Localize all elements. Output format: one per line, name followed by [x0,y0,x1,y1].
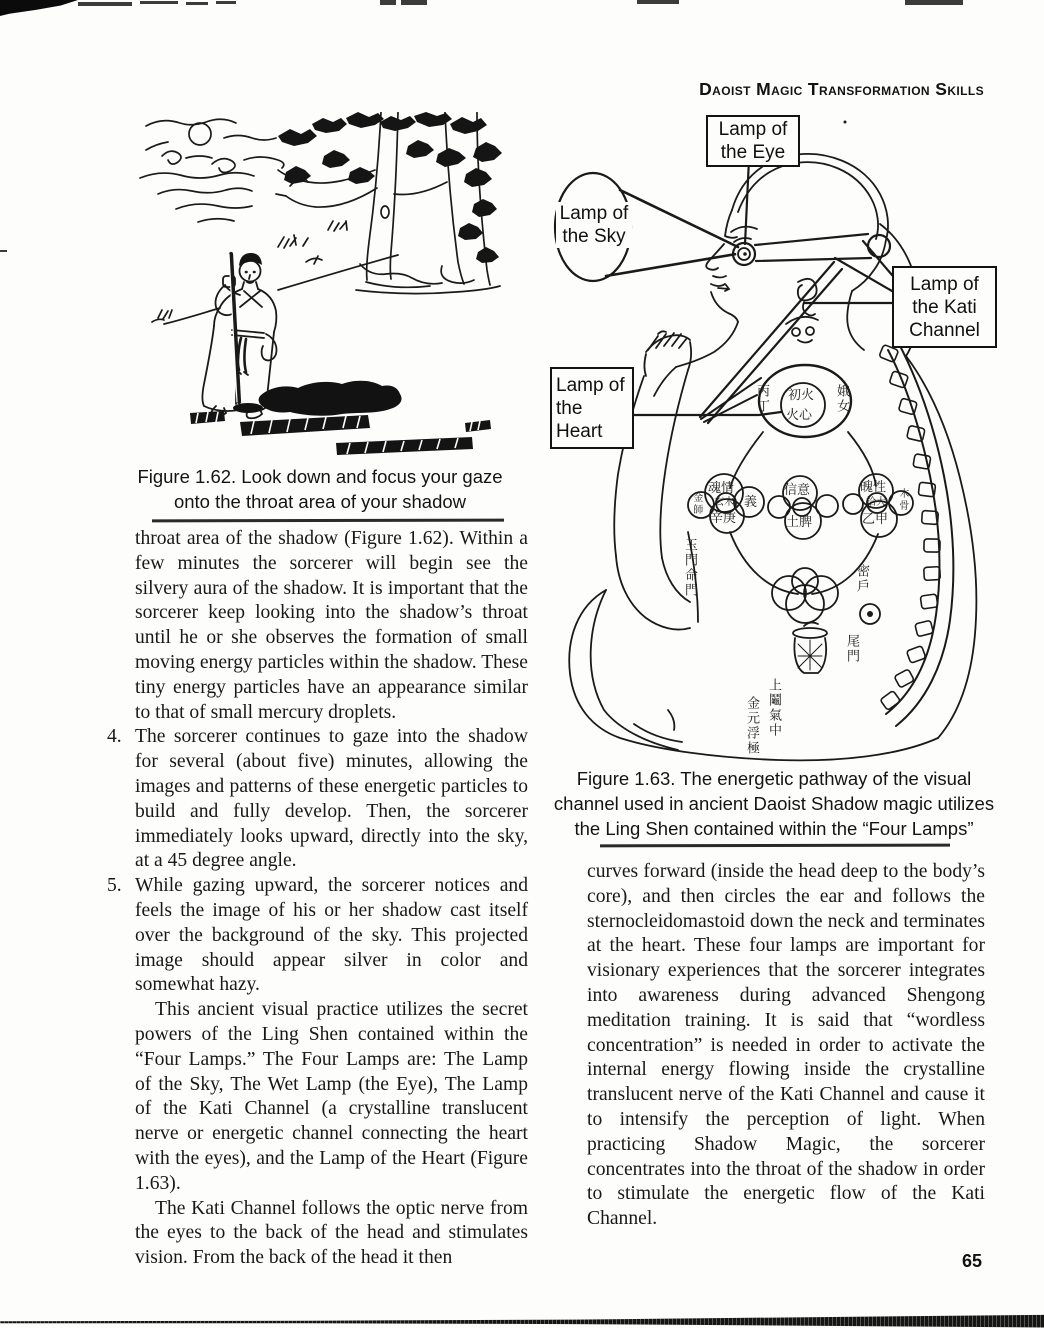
figure-1-63-caption [538,766,1010,841]
left-column [107,527,528,1271]
glyph-left-cluster-bottom: 辛庚 [710,511,737,526]
scan-dash [905,0,963,5]
paragraph: The Kati Channel follows the optic nerve from the eyes to the back of the head and stimulates vision. From the back of the head it then [135,1197,528,1269]
list-text: While gazing upward, the sorcerer notices and feels the image of his or her shadow cast itself over the background of the sky. This projected image should appear silver in color and somewhat hazy. [135,875,528,996]
running-header: Daoist Magic Transformation Skills [699,79,984,99]
glyph-right-cluster-top: 魄性 [860,480,887,495]
scan-smudge-top-left [0,0,78,16]
glyph-heart-inner-bottom: 火心 [786,408,813,423]
glyph-sacrum: 密戶 [854,564,870,594]
paragraph: curves forward (inside the head deep to the body’s core), and then circles the ear and follows the sternocleidomastoid down the neck and terminates at the heart. These four lamps are important for visionary experiences that the sorcerer integrates into awareness during advanced Shengong meditation training. It is said that “wordless concentration” is needed in order to activate the internal energy flowing inside the crystalline translucent nerve of the Kati Channel and cause it to intensify the perception of light. When practicing Shadow Magic, the sorcerer concentrates into the throat of the shadow in order to stimulate the energetic flow of the Kati Channel. [587,861,985,1230]
caption-line: the Ling Shen contained within the “Four Lamps” [574,818,974,839]
list-number: 4. [107,726,122,748]
caption-line: Figure 1.63. The energetic pathway of the visual [576,768,972,789]
list-item-5 [107,874,528,998]
caption-rule [600,844,950,847]
ground-texture [190,411,491,455]
label-lamp-of-the-eye: Lamp of the Eye [706,115,800,167]
scan-dash [140,1,178,4]
scan-dash [186,2,208,5]
scan-dash [216,1,236,4]
pine-foliage [278,112,502,263]
glyph-belly-right-column: 上鬮氣中 [766,678,782,738]
glyph-left-cluster-left: 金師 [690,492,702,516]
scan-dash [637,0,679,4]
scan-dash [401,0,427,5]
glyph-mid-cluster-top: 信意 [784,483,811,498]
caption-line: onto the throat area of your shadow [173,491,467,512]
figure-1-62-caption [118,464,522,514]
label-lamp-of-the-sky: Lamp of the Sky [556,202,632,248]
glyph-tailgate: 尾門 [844,634,860,664]
shadow-blob [233,381,402,416]
caption-line: channel used in ancient Daoist Shadow magic utilizes [553,793,995,814]
list-item-4 [107,725,528,874]
paragraph: This ancient visual practice utilizes the secret powers of the Ling Shen contained within the “Four Lamps.” The Four Lamps are: The Lamp of the Sky, The Wet Lamp (the Eye), The Lamp of the Kati Channel (a crystalline translucent nerve or energetic channel connecting the heart with the eyes), and the Lamp of the Heart (Figure 1.63). [135,999,528,1194]
label-lamp-of-the-kati-channel: Lamp of the Kati Channel [892,266,997,348]
list-text: The sorcerer continues to gaze into the shadow for several (about five) minutes, allowing the images and patterns of these energetic particles to build and fully develop. Then, the sorcerer immediately looks upward, directly into the sky, at a 45 degree angle. [135,726,528,872]
right-column [587,860,985,1232]
glyph-right-cluster-side: 木骨 [896,488,908,512]
glyph-left-cluster-inner: 玄木 [714,497,734,508]
page-number: 65 [961,1251,982,1271]
glyph-right-cluster-inner: 拾大 [866,497,886,508]
list-number: 5. [107,875,122,897]
scan-bar-bottom [0,1314,1044,1328]
paragraph: throat area of the shadow (Figure 1.62). Within a few minutes the sorcerer will begin see the silvery aura of the shadow. It is important that the sorcerer keep looking into the shadow’s throat until he or she observes the formation of small moving energy particles within the shadow. These tiny energy particles have an appearance similar to that of small mercury droplets. [135,528,528,723]
label-lamp-of-the-heart: Lamp of the Heart [550,367,634,449]
glyph-heart-inner-top: 初火 [788,388,815,403]
figure-1-63 [548,112,1010,764]
glyph-hip: 玉門命門 [682,538,698,598]
glyph-heart-right: 娥女 [834,384,850,414]
glyph-left-cluster-top: 魂情 [708,481,735,496]
glyph-right-cluster-bottom: 乙甲 [862,512,889,527]
glyph-mid-cluster-bottom: 土脾 [786,515,813,530]
figure-1-62-illustration [128,112,503,460]
scan-dash [380,0,396,5]
scan-dash [78,2,132,6]
glyph-belly-left-column: 金元浮極 [744,696,760,756]
glyph-left-cluster-right: 義 [744,495,758,510]
caption-line: Figure 1.62. Look down and focus your gaze [137,466,503,487]
glyph-heart-left: 丙丁 [754,384,770,414]
figure-1-62 [128,112,503,460]
caption-rule [152,519,504,522]
scan-dash [0,250,7,252]
